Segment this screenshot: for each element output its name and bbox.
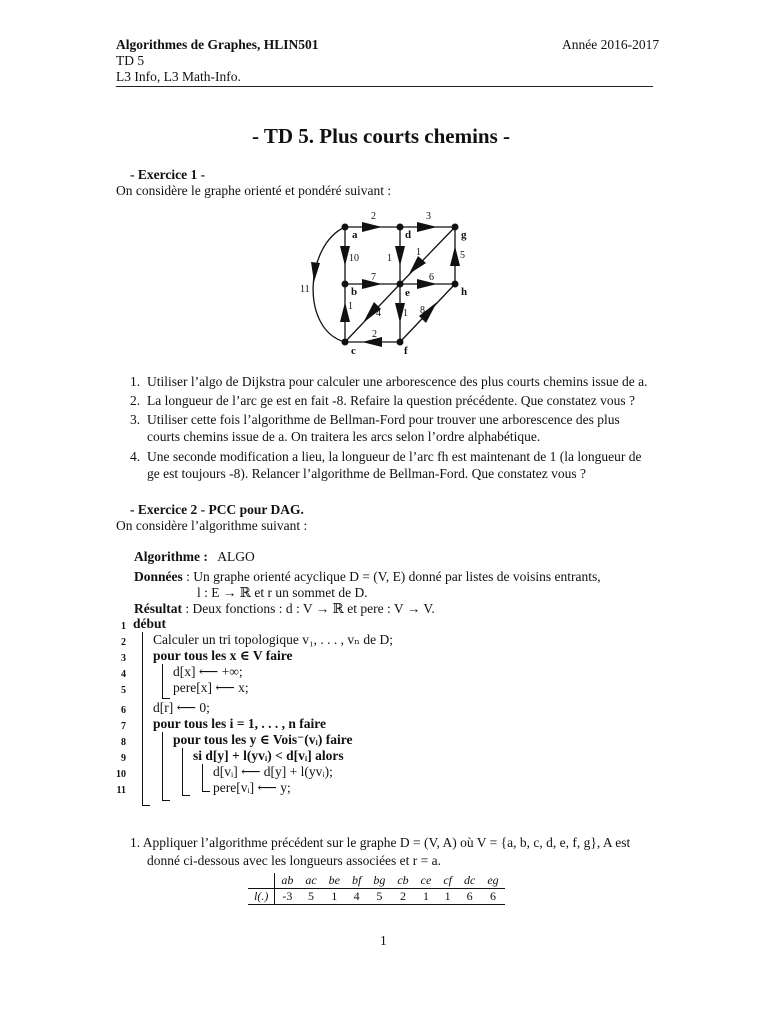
- weight-ge: 1: [416, 247, 421, 258]
- block-bar: [202, 791, 210, 792]
- line-number: 7: [121, 721, 126, 732]
- ex1-item-text: Une seconde modification a lieu, la longueur de l’arc fh est maintenant de 1 (la longueur de ge est toujours -8). Relancer l’algorithme de Bellman-Ford. Que constatez vous ?: [147, 449, 642, 481]
- block-bar: [182, 748, 183, 795]
- algo-line-for: pour tous les i = 1, . . . , n faire: [153, 716, 326, 731]
- table-corner: [248, 873, 275, 889]
- algo-data-text: : Un graphe orienté acyclique D = (V, E) donné par listes de voisins entrants,: [182, 569, 601, 584]
- ex2-question1b: donné ci-dessous avec les longueurs associées et r = a.: [147, 853, 442, 868]
- algo-line-begin: début: [133, 616, 167, 631]
- weight-fh: 8: [420, 305, 425, 316]
- weight-dg: 3: [426, 211, 431, 222]
- algo-line: d[vᵢ] ⟵ d[y] + l(yvᵢ);: [213, 764, 333, 779]
- table-header-cell: bf: [346, 873, 367, 889]
- node-d-label: d: [405, 229, 412, 241]
- weight-eh: 6: [429, 272, 434, 283]
- weight-cb: 1: [348, 301, 353, 312]
- table-cell: 1: [437, 889, 458, 905]
- table-cell: 6: [458, 889, 481, 905]
- ex1-item-number: 1.: [130, 374, 141, 389]
- arc-length-table: [248, 873, 505, 905]
- block-bar: [142, 632, 143, 805]
- table-cell: 6: [481, 889, 504, 905]
- level-label: L3 Info, L3 Math-Info.: [116, 69, 241, 84]
- table-header-cell: be: [323, 873, 346, 889]
- algo-line-for: pour tous les x ∈ V faire: [153, 648, 293, 663]
- node-b-label: b: [351, 286, 358, 298]
- weight-hg: 5: [460, 250, 465, 261]
- node-h-label: h: [461, 286, 468, 298]
- line-number: 3: [121, 653, 126, 664]
- ex1-intro: On considère le graphe orienté et pondéré suivant :: [116, 183, 392, 198]
- block-bar: [142, 805, 150, 806]
- weight-be: 7: [371, 272, 376, 283]
- node-e-label: e: [405, 287, 410, 299]
- line-number: 11: [116, 785, 126, 796]
- algo-result-text: : Deux fonctions : d : V → ℝ et pere : V → V.: [182, 601, 435, 616]
- table-cell: 5: [367, 889, 391, 905]
- ex2-intro: On considère l’algorithme suivant :: [116, 518, 308, 533]
- academic-year: Année 2016-2017: [562, 37, 660, 52]
- table-header-cell: cb: [391, 873, 414, 889]
- table-header-cell: ab: [275, 873, 300, 889]
- ex2-question1: 1. Appliquer l’algorithme précédent sur le graphe D = (V, A) où V = {a, b, c, d, e, f, g}, A est: [130, 835, 631, 850]
- algo-data-text2: l : E → ℝ et r un sommet de D.: [197, 585, 368, 600]
- edge-ac: [313, 227, 345, 342]
- table-cell: 2: [391, 889, 414, 905]
- block-bar: [162, 732, 163, 800]
- table-header-cell: cf: [437, 873, 458, 889]
- ex1-item-text: La longueur de l’arc ge est en fait -8. Refaire la question précédente. Que constatez vous ?: [147, 393, 636, 408]
- algo-line-if: si d[y] + l(yvᵢ) < d[vᵢ] alors: [193, 748, 344, 763]
- weight-ab: 10: [349, 253, 359, 264]
- node-c-label: c: [351, 345, 356, 357]
- algo-name-label: Algorithme :: [134, 549, 208, 564]
- algo-line: pere[x] ⟵ x;: [173, 680, 249, 695]
- weight-fc: 2: [372, 329, 377, 340]
- table-cell: 1: [415, 889, 438, 905]
- node-a-label: a: [352, 229, 358, 241]
- block-bar: [162, 664, 163, 698]
- algo-line: Calculer un tri topologique v₁, . . . , vₙ de D;: [153, 632, 394, 647]
- weight-ac: 11: [300, 284, 310, 295]
- ex1-heading: - Exercice 1 -: [130, 167, 206, 182]
- algo-line-for: pour tous les y ∈ Vois⁻(vᵢ) faire: [173, 732, 353, 747]
- table-header-cell: eg: [481, 873, 504, 889]
- ex1-item-number: 4.: [130, 449, 141, 464]
- node-g-label: g: [461, 229, 467, 241]
- table-row-label: l(.): [248, 889, 275, 905]
- ex1-item-number: 2.: [130, 393, 141, 408]
- block-bar: [182, 795, 190, 796]
- page-number: 1: [380, 933, 387, 948]
- block-bar: [202, 764, 203, 791]
- block-bar: [162, 698, 170, 699]
- td-label: TD 5: [116, 53, 145, 68]
- weight-ef: 1: [403, 308, 408, 319]
- ex1-item-text: Utiliser cette fois l’algorithme de Bellman-Ford pour trouver une arborescence des plus courts chemins issue de a. On traitera les arcs selon l’ordre alphabétique.: [147, 412, 620, 444]
- algo-line: d[x] ⟵ +∞;: [173, 664, 243, 679]
- weighted-digraph: [290, 200, 490, 362]
- table-cell: 5: [299, 889, 322, 905]
- weight-ec: 4: [376, 308, 381, 319]
- line-number: 1: [121, 621, 126, 632]
- ex1-item-number: 3.: [130, 412, 141, 427]
- algo-line: d[r] ⟵ 0;: [153, 700, 210, 715]
- table-header-cell: ce: [415, 873, 438, 889]
- table-header-cell: dc: [458, 873, 481, 889]
- header-rule: [116, 86, 653, 87]
- page-title: - TD 5. Plus courts chemins -: [252, 124, 511, 148]
- line-number: 8: [121, 737, 126, 748]
- table-cell: 1: [323, 889, 346, 905]
- table-header-cell: bg: [367, 873, 391, 889]
- weight-ad: 2: [371, 211, 376, 222]
- table-header-cell: ac: [299, 873, 322, 889]
- algo-name: [134, 548, 255, 566]
- line-number: 4: [121, 669, 126, 680]
- algo-result: [134, 600, 435, 618]
- algo-name-value: ALGO: [217, 549, 255, 564]
- line-number: 10: [116, 769, 126, 780]
- table-cell: 4: [346, 889, 367, 905]
- block-bar: [162, 800, 170, 801]
- algo-result-label: Résultat: [134, 601, 182, 616]
- ex2-heading: - Exercice 2 - PCC pour DAG.: [130, 502, 304, 517]
- algo-data-label: Données: [134, 569, 183, 584]
- line-number: 9: [121, 753, 126, 764]
- line-number: 2: [121, 637, 126, 648]
- node-f-label: f: [404, 345, 408, 357]
- weight-de: 1: [387, 253, 392, 264]
- table-cell: -3: [275, 889, 300, 905]
- line-number: 5: [121, 685, 126, 696]
- course-title: Algorithmes de Graphes, HLIN501: [116, 37, 319, 52]
- algo-line: pere[vᵢ] ⟵ y;: [213, 780, 291, 795]
- ex1-item-text: Utiliser l’algo de Dijkstra pour calculer une arborescence des plus courts chemins issue de a.: [147, 374, 648, 389]
- line-number: 6: [121, 705, 126, 716]
